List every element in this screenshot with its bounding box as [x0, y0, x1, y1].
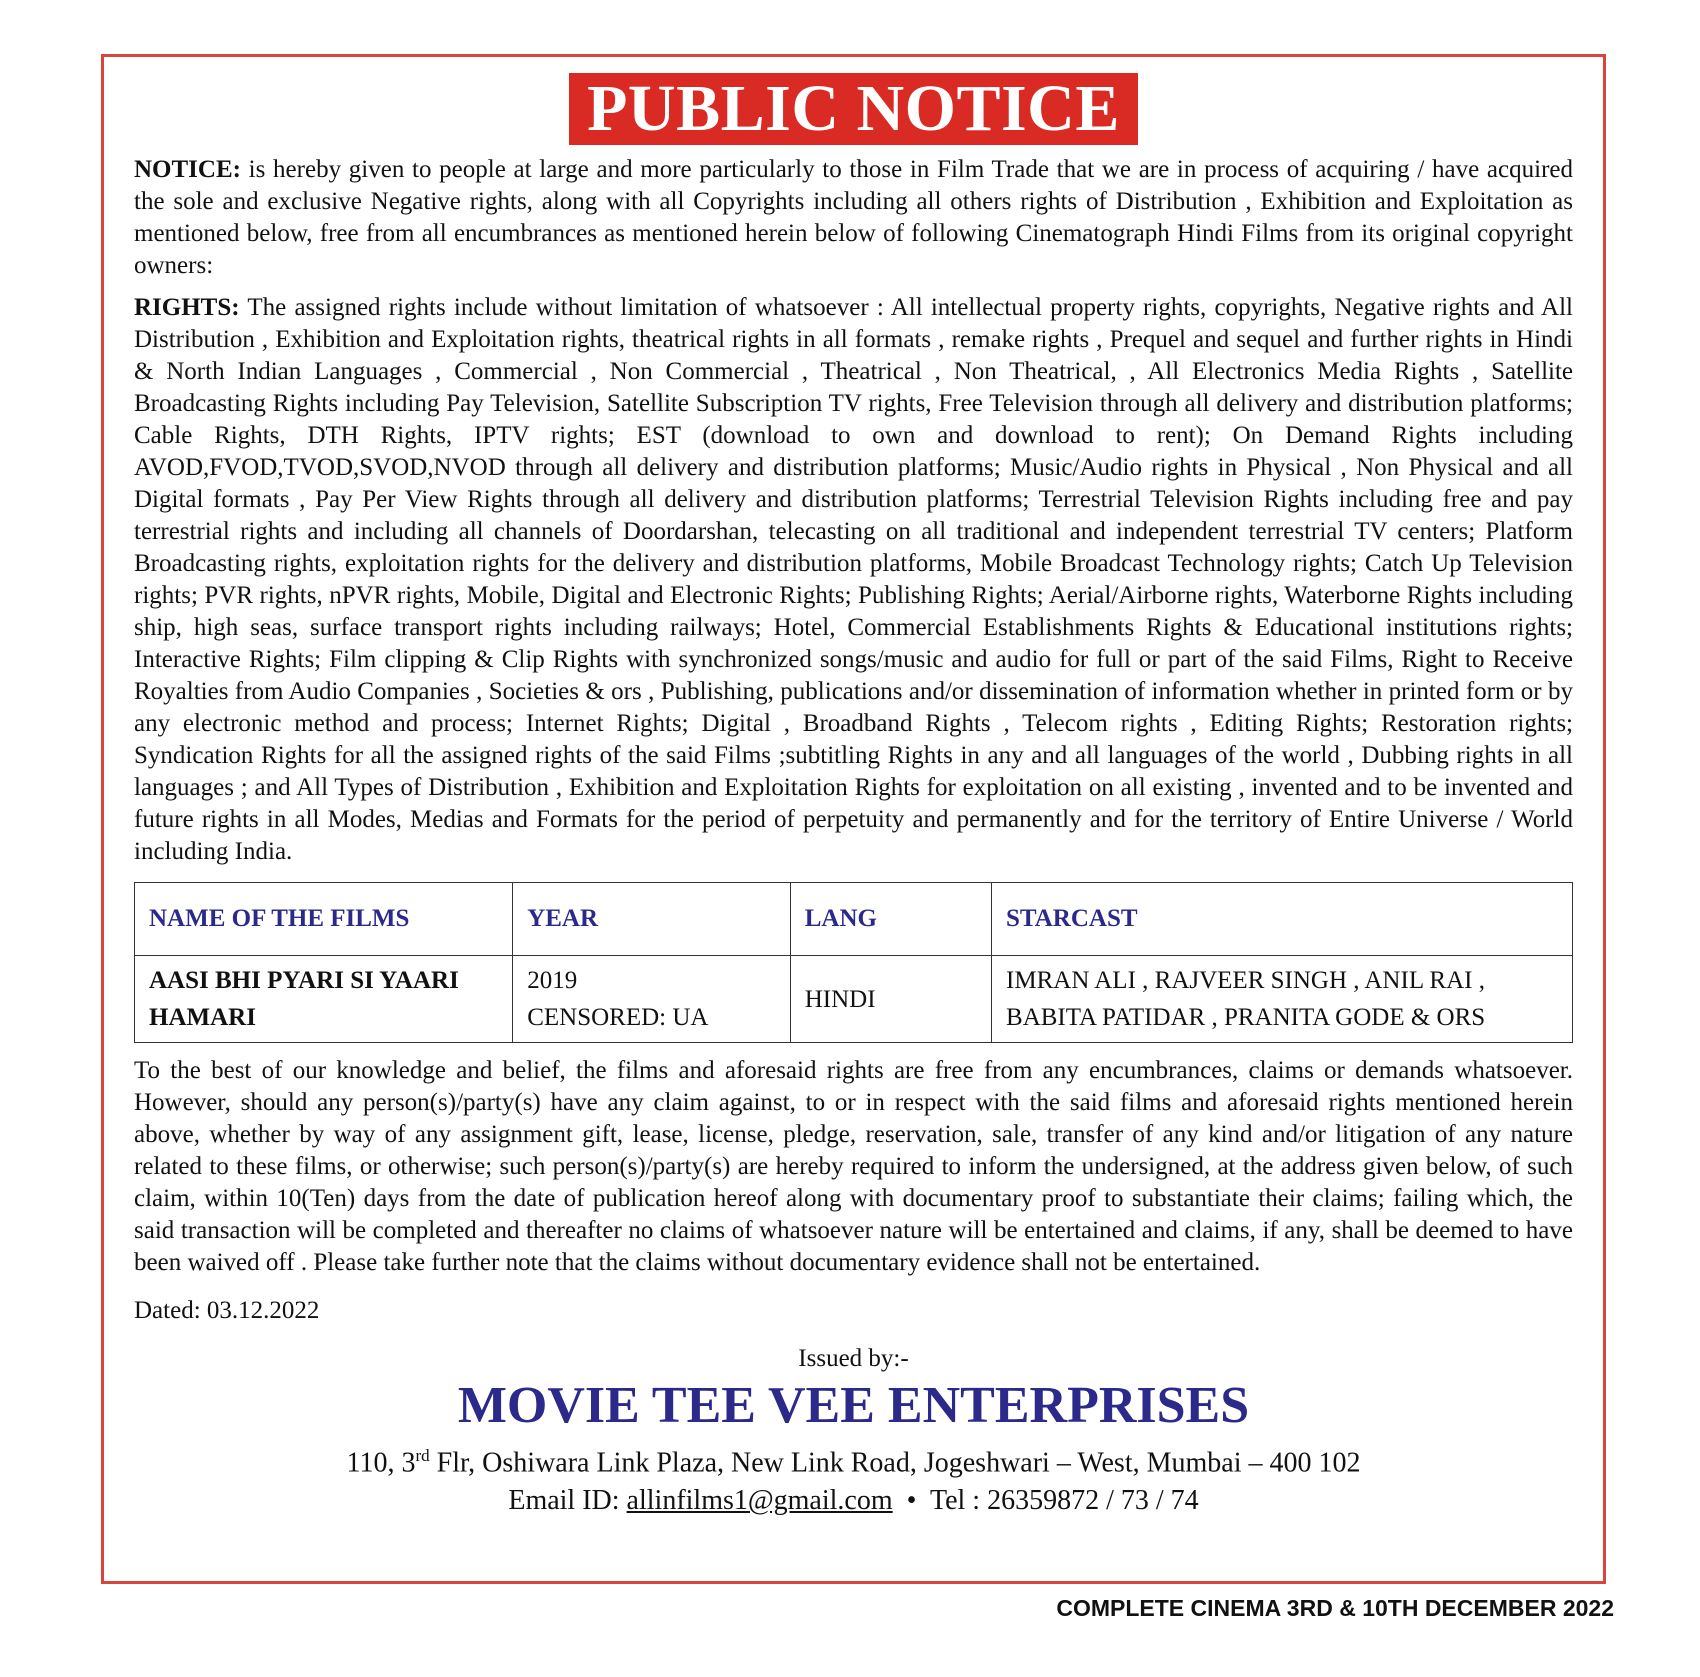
company-contact	[134, 1482, 1573, 1520]
telephone: Tel : 26359872 / 73 / 74	[929, 1485, 1199, 1517]
notice-label: NOTICE:	[134, 156, 241, 183]
notice-title: PUBLIC NOTICE	[569, 73, 1138, 145]
starcast-line1: IMRAN ALI , RAJVEER SINGH , ANIL RAI ,	[1006, 967, 1485, 994]
address-prefix: 110, 3	[346, 1447, 416, 1479]
email-link[interactable]: allinfilms1@gmail.com	[626, 1485, 893, 1517]
film-name-line2: HAMARI	[149, 1004, 256, 1031]
film-year: 2019	[527, 967, 578, 994]
starcast-line2: BABITA PATIDAR , PRANITA GODE & ORS	[1006, 1004, 1486, 1031]
films-table	[134, 882, 1573, 1043]
email-label: Email ID:	[508, 1485, 627, 1517]
closing-paragraph: To the best of our knowledge and belief, the films and aforesaid rights are free from any encumbrances, claims or demands whatsoever. However, should any person(s)/party(s) have any claim against, to or in respect with the said films and aforesaid rights mentioned herein above, whether by way of any assignment gift, lease, license, pledge, reservation, sale, transfer of any kind and/or litigation of any nature related to these films, or otherwise; such person(s)/party(s) are hereby required to inform the undersigned, at the address given below, of such claim, within 10(Ten) days from the date of publication hereof along with documentary proof to substantiate their claims; failing which, the said transaction will be completed and thereafter no claims of whatsoever nature will be entertained and claims, if any, shall be deemed to have been waived off . Please take further note that the claims without documentary evidence shall not be entertained.	[134, 1057, 1573, 1276]
notice-text: is hereby given to people at large and more particularly to those in Film Trade that we are in process of acquiring / have acquired the sole and exclusive Negative rights, along with all Copyrights including all others rights of Distribution , Exhibition and Exploitation as mentioned below, free from all encumbrances as mentioned herein below of following Cinematograph Hindi Films from its original copyright owners:	[134, 156, 1573, 279]
starcast-cell	[992, 956, 1573, 1043]
film-name-cell	[135, 956, 513, 1043]
rights-label: RIGHTS:	[134, 294, 240, 321]
header-year: YEAR	[513, 883, 791, 956]
title-wrap	[104, 73, 1603, 145]
contact-separator: •	[892, 1485, 930, 1517]
table-header-row	[135, 883, 1573, 956]
year-cell	[513, 956, 791, 1043]
table-row	[135, 956, 1573, 1043]
address-rest: Flr, Oshiwara Link Plaza, New Link Road, Jogeshwari – West, Mumbai – 400 102	[429, 1447, 1361, 1479]
rights-text: The assigned rights include without limitation of whatsoever : All intellectual property rights, copyrights, Negative rights and All Distribution , Exhibition and Exploitation rights, theatrical rights in all formats , remake rights , Prequel and sequel and further rights in Hindi & North Indian Languages , Commercial , Non Commercial , Theatrical , Non Theatrical, , All Electronics Media Rights , Satellite Broadcasting Rights including Pay Television, Satellite Subscription TV rights, Free Television through all delivery and distribution platforms; Cable Rights, DTH Rights, IPTV rights; EST (download to own and download to rent); On Demand Rights including AVOD,FVOD,TVOD,SVOD,NVOD through all delivery and distribution platforms; Music/Audio rights in Physical , Non Physical and all Digital formats , Pay Per View Rights through all delivery and distribution platforms; Terrestrial Television Rights including free and pay terrestrial rights and including all channels of Doordarshan, telecasting on all traditional and independent terrestrial TV centers; Platform Broadcasting rights, exploitation rights for the delivery and distribution platforms, Mobile Broadcast Technology rights; Catch Up Television rights; PVR rights, nPVR rights, Mobile, Digital and Electronic Rights; Publishing Rights; Aerial/Airborne rights, Waterborne Rights including ship, high seas, surface transport rights including railways; Hotel, Commercial Establishments Rights & Educational institutions rights; Interactive Rights; Film clipping & Clip Rights with synchronized songs/music and audio for full or part of the said Films, Right to Receive Royalties from Audio Companies , Societies & ors , Publishing, publications and/or dissemination of information whether in printed form or by any electronic method and process; Internet Rights; Digital , Broadband Rights , Telecom rights , Editing Rights; Restoration rights; Syndication Rights for all the assigned rights of the said Films ;subtitling Rights in any and all languages of the world , Dubbing rights in all languages ; and All Types of Distribution , Exhibition and Exploitation Rights for exploitation on all existing , invented and to be invented and future rights in all Modes, Medias and Formats for the period of perpetuity and permanently and for the territory of Entire Universe / World including India.	[134, 294, 1573, 865]
company-address	[134, 1437, 1573, 1482]
film-censored: CENSORED: UA	[527, 1004, 709, 1031]
header-lang: LANG	[790, 883, 991, 956]
address-sup: rd	[415, 1446, 430, 1465]
lang-cell: HINDI	[790, 956, 991, 1043]
dated-line: Dated: 03.12.2022	[134, 1297, 320, 1324]
rights-paragraph	[134, 292, 1573, 868]
film-name-line1: AASI BHI PYARI SI YAARI	[149, 967, 459, 994]
notice-paragraph	[134, 154, 1573, 282]
publication-footer: COMPLETE CINEMA 3RD & 10TH DECEMBER 2022	[1056, 1595, 1614, 1621]
issued-by: Issued by:-	[798, 1345, 909, 1372]
company-name: MOVIE TEE VEE ENTERPRISES	[457, 1377, 1250, 1434]
notice-body	[134, 154, 1573, 1520]
header-film-name: NAME OF THE FILMS	[135, 883, 513, 956]
notice-frame	[101, 54, 1606, 1584]
header-starcast: STARCAST	[992, 883, 1573, 956]
